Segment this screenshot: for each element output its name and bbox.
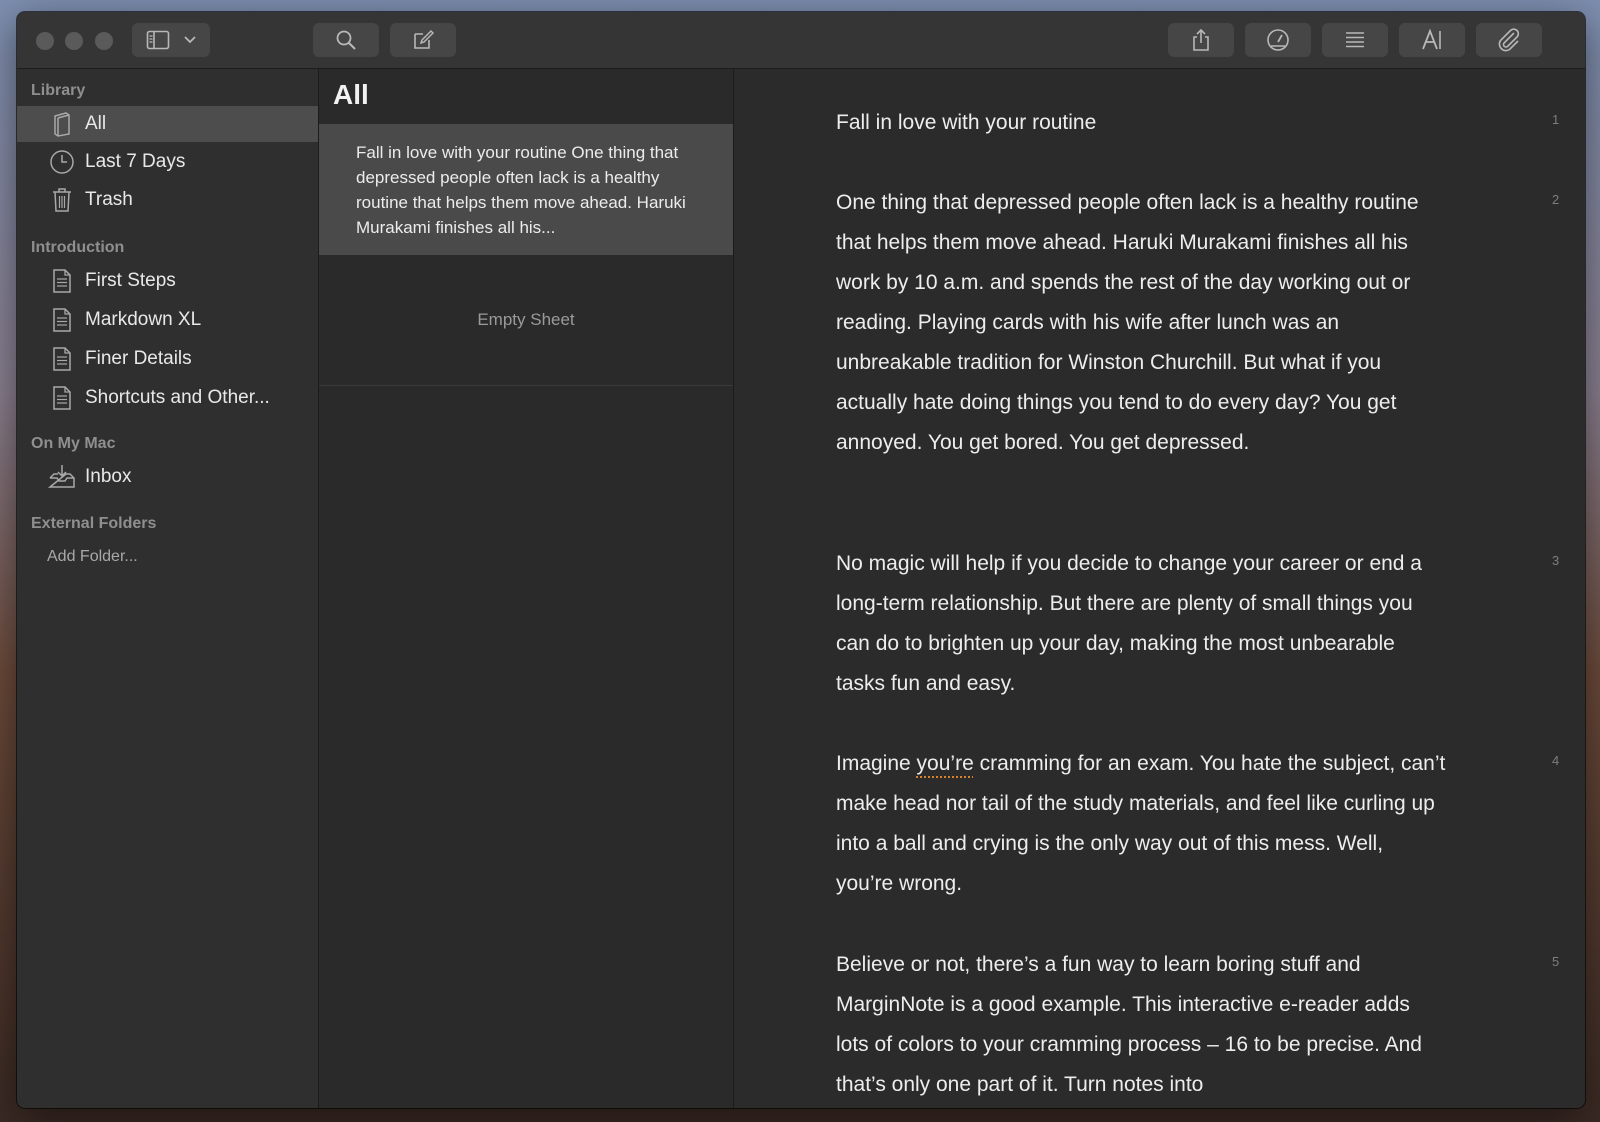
goals-gauge-icon [1265,28,1291,52]
sidebar-item-label: Finer Details [85,348,192,369]
compose-icon [412,29,434,51]
sidebar [17,69,319,1108]
list-title: All [333,79,369,110]
document-icon [47,344,77,374]
editor-paragraph-5[interactable]: Believe or not, there’s a fun way to learn boring stuff and MarginNote is a good example. This interactive e-reader adds lots of colors to your cramming process – 16 to be precise. And that’s only one part of it. Turn notes into [836,953,1422,1096]
sidebar-item-markdown-xl[interactable] [17,302,318,338]
empty-sheet-item[interactable] [319,255,733,386]
spelling-flagged-word[interactable]: you’re [916,752,974,775]
paragraph-number: 3 [1552,553,1560,568]
app-window [17,12,1585,1108]
paragraph-number: 1 [1552,112,1560,127]
sidebar-toggle-button[interactable] [132,23,210,57]
sidebar-item-label: All [85,113,107,134]
paragraph-number: 2 [1552,192,1560,207]
editor[interactable] [734,69,1585,1108]
close-window-button[interactable] [36,32,54,50]
sidebar-item-label: Last 7 Days [85,151,186,172]
chevron-down-icon [184,36,196,44]
book-icon [47,109,77,139]
attachments-button[interactable] [1476,23,1542,57]
paragraph-text: Imagine [836,752,917,775]
editor-paragraph-3[interactable]: No magic will help if you decide to change your career or end a long-term relationship. But there are plenty of small things you can do to brighten up your day, making the most unbearable tasks fun and easy. [836,552,1422,695]
document-icon [47,383,77,413]
new-sheet-button[interactable] [390,23,456,57]
sidebar-item-shortcuts[interactable] [17,380,318,416]
clock-icon [47,147,77,177]
typography-button[interactable] [1399,23,1465,57]
paragraph-number: 4 [1552,753,1560,768]
introduction-heading: Introduction [31,239,125,256]
sheet-list [319,69,734,1108]
library-heading: Library [31,82,86,99]
sheet-preview-text: Fall in love with your routine One thing that depressed people often lack is a healthy routine that helps them move ahead. Haruki Murakami finishes all his... [356,143,686,237]
share-icon [1191,28,1211,52]
document-icon [47,305,77,335]
external-folders-heading: External Folders [31,515,157,532]
sidebar-item-label: First Steps [85,270,176,291]
on-my-mac-heading: On My Mac [31,435,116,452]
sidebar-item-trash[interactable] [17,182,318,218]
minimize-window-button[interactable] [65,32,83,50]
sidebar-item-label: Trash [85,189,133,210]
paperclip-icon [1496,28,1522,52]
trash-icon [47,185,77,215]
toolbar [17,12,1585,69]
sidebar-item-label: Markdown XL [85,309,202,330]
document-icon [47,266,77,296]
zoom-window-button[interactable] [95,32,113,50]
sidebar-item-all[interactable] [17,106,318,142]
sheet-item-selected[interactable] [319,124,733,255]
sidebar-item-inbox[interactable] [17,459,318,495]
sidebar-item-finer-details[interactable] [17,341,318,377]
outline-button[interactable] [1322,23,1388,57]
goals-button[interactable] [1245,23,1311,57]
sidebar-item-label: Inbox [85,466,132,487]
paragraph-text: cramming for an exam. You hate the subject, can’t make head nor tail of the study materials, and feel like curling up into a ball and crying is the only way out of this mess. Well, you’re wrong. [836,752,1446,895]
list-icon [1344,31,1366,49]
typography-icon [1421,28,1443,52]
editor-paragraph-1[interactable]: Fall in love with your routine [836,111,1097,134]
inbox-icon [47,462,77,492]
share-button[interactable] [1168,23,1234,57]
editor-paragraph-4[interactable] [836,744,1446,904]
sidebar-item-first-steps[interactable] [17,263,318,299]
sidebar-item-last-7-days[interactable] [17,144,318,180]
sidebar-toggle-icon [146,30,170,50]
add-folder-link[interactable]: Add Folder... [47,548,138,565]
search-icon [335,29,357,51]
sidebar-item-label: Shortcuts and Other... [85,387,270,408]
paragraph-number: 5 [1552,954,1560,969]
empty-sheet-label: Empty Sheet [477,310,575,329]
editor-paragraph-2[interactable]: One thing that depressed people often lack is a healthy routine that helps them move ahead. Haruki Murakami finishes all his work by 10 a.m. and spends the rest of the day working out or reading. Playing cards with his wife after lunch was an unbreakable tradition for Winston Churchill. But what if you actually hate doing things you tend to do every day? You get annoyed. You get bored. You get depressed. [836,191,1419,454]
search-button[interactable] [313,23,379,57]
